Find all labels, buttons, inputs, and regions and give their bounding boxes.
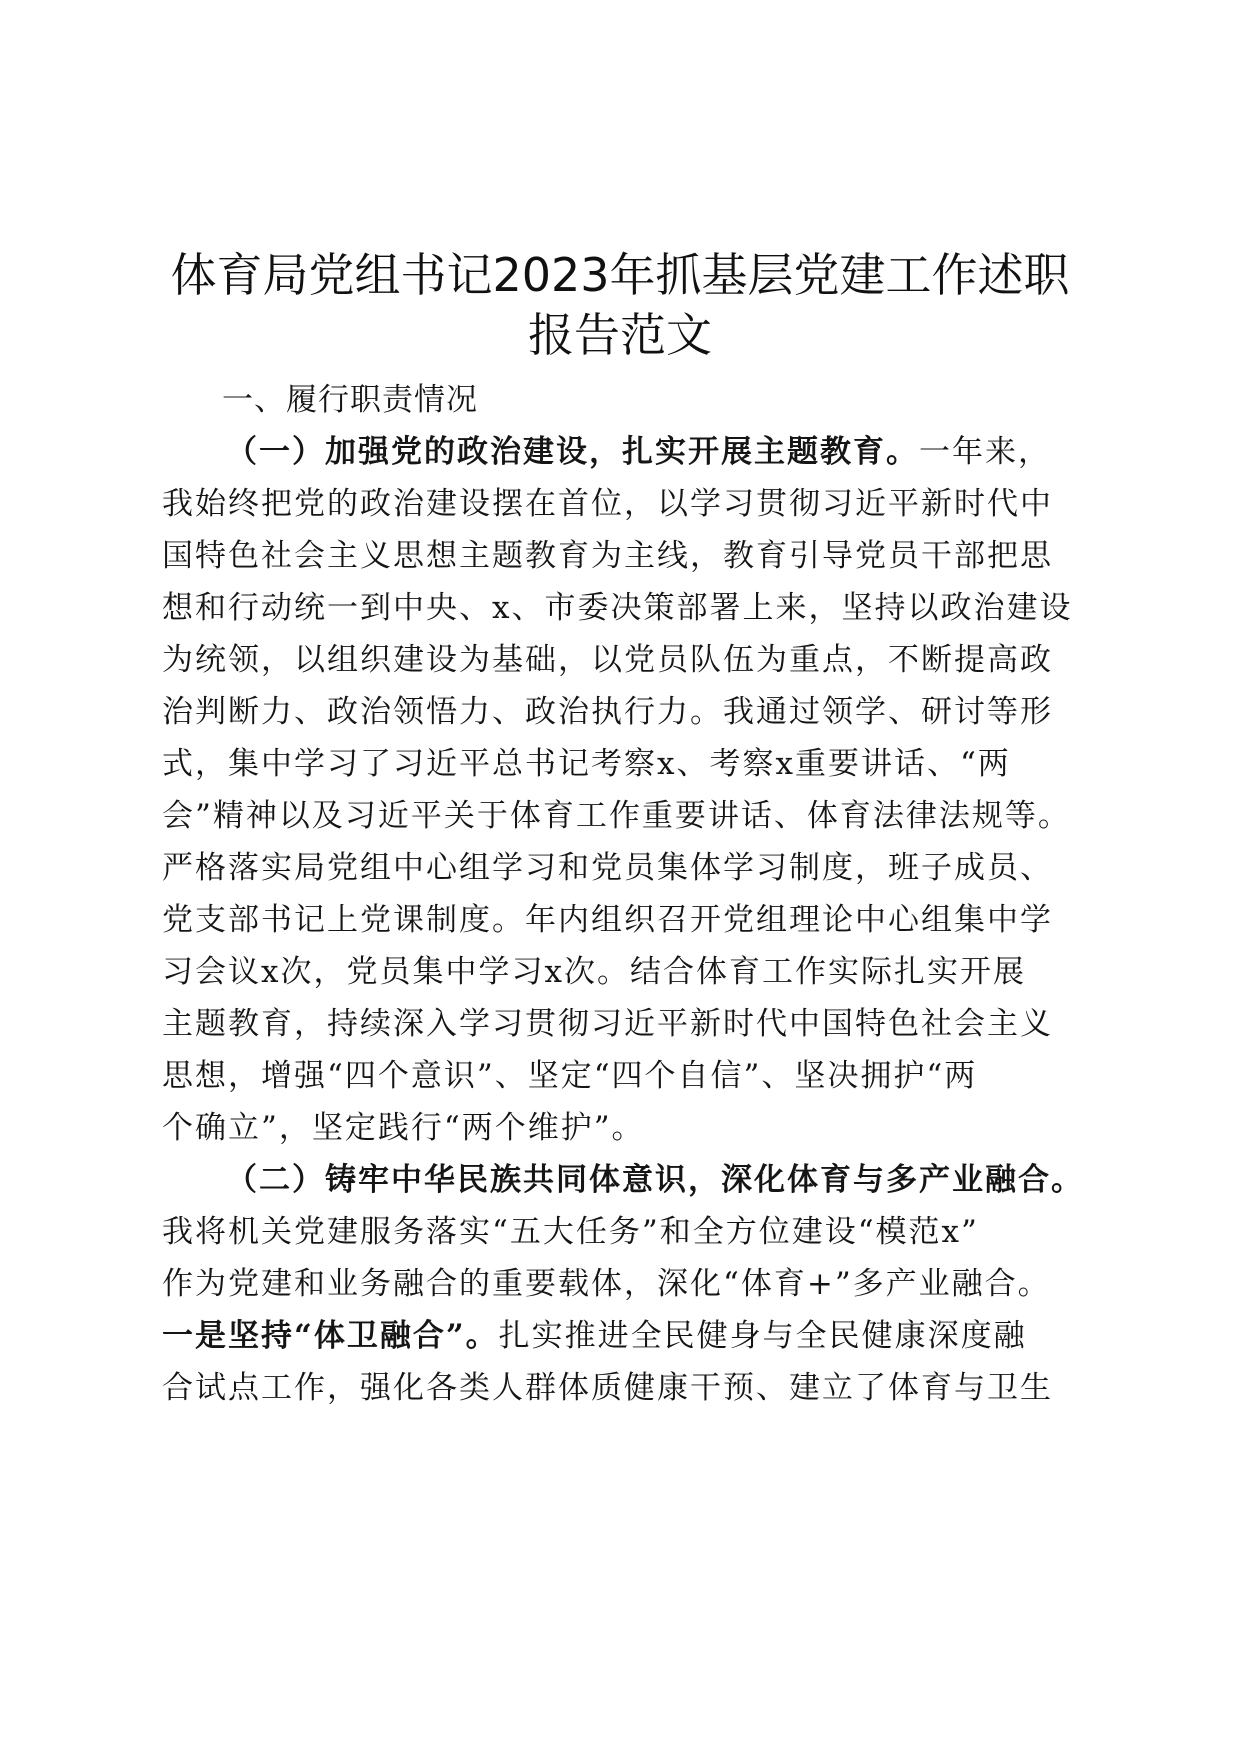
subsection-1-lead-text: 一年来， [919, 434, 1051, 470]
paragraph-line: 严格落实局党组中心组学习和党员集体学习制度，班子成员、 [162, 850, 1053, 886]
point-1-line [162, 1316, 1062, 1356]
paragraph-line: 合试点工作，强化各类人群体质健康干预、建立了体育与卫生 [162, 1370, 1053, 1406]
paragraph-line: 国特色社会主义思想主题教育为主线，教育引导党员干部把思 [162, 538, 1053, 574]
paragraph-line: 个确立”，坚定践行“两个维护”。 [162, 1110, 645, 1146]
paragraph-line: 思想，增强“四个意识”、坚定“四个自信”、坚决拥护“两 [162, 1058, 978, 1094]
paragraph-line: 党支部书记上党课制度。年内组织召开党组理论中心组集中学 [162, 902, 1053, 938]
subsection-1-heading: （一）加强党的政治建设，扎实开展主题教育。 [226, 434, 919, 470]
paragraph-line: 会”精神以及习近平关于体育工作重要讲话、体育法律法规等。 [162, 798, 1071, 834]
document-title-line-1: 体育局党组书记2023年抓基层党建工作述职 [170, 248, 1070, 302]
paragraph-line: 主题教育，持续深入学习贯彻习近平新时代中国特色社会主义 [162, 1006, 1053, 1042]
subsection-1-lead [226, 432, 1126, 472]
paragraph-line: 我将机关党建服务落实“五大任务”和全方位建设“模范x” [162, 1214, 979, 1250]
point-1-text: 扎实推进全民健身与全民健康深度融 [498, 1318, 1027, 1354]
document-title-line-2: 报告范文 [528, 308, 712, 362]
paragraph-line: 习会议x次，党员集中学习x次。结合体育工作实际扎实开展 [162, 954, 1026, 990]
section-heading: 一、履行职责情况 [222, 382, 478, 418]
paragraph-line: 式，集中学习了习近平总书记考察x、考察x重要讲话、“两 [162, 746, 1011, 782]
paragraph-line: 作为党建和业务融合的重要载体，深化“体育+”多产业融合。 [162, 1266, 1051, 1302]
subsection-2-heading: （二）铸牢中华民族共同体意识，深化体育与多产业融合。 [226, 1162, 1084, 1198]
paragraph-line: 为统领，以组织建设为基础，以党员队伍为重点，不断提高政 [162, 642, 1053, 678]
paragraph-line: 我始终把党的政治建设摆在首位，以学习贯彻习近平新时代中 [162, 486, 1053, 522]
point-1-heading: 一是坚持“体卫融合”。 [162, 1318, 499, 1354]
paragraph-line: 治判断力、政治领悟力、政治执行力。我通过领学、研讨等形 [162, 694, 1053, 730]
paragraph-line: 想和行动统一到中央、x、市委决策部署上来，坚持以政治建设 [162, 590, 1073, 626]
